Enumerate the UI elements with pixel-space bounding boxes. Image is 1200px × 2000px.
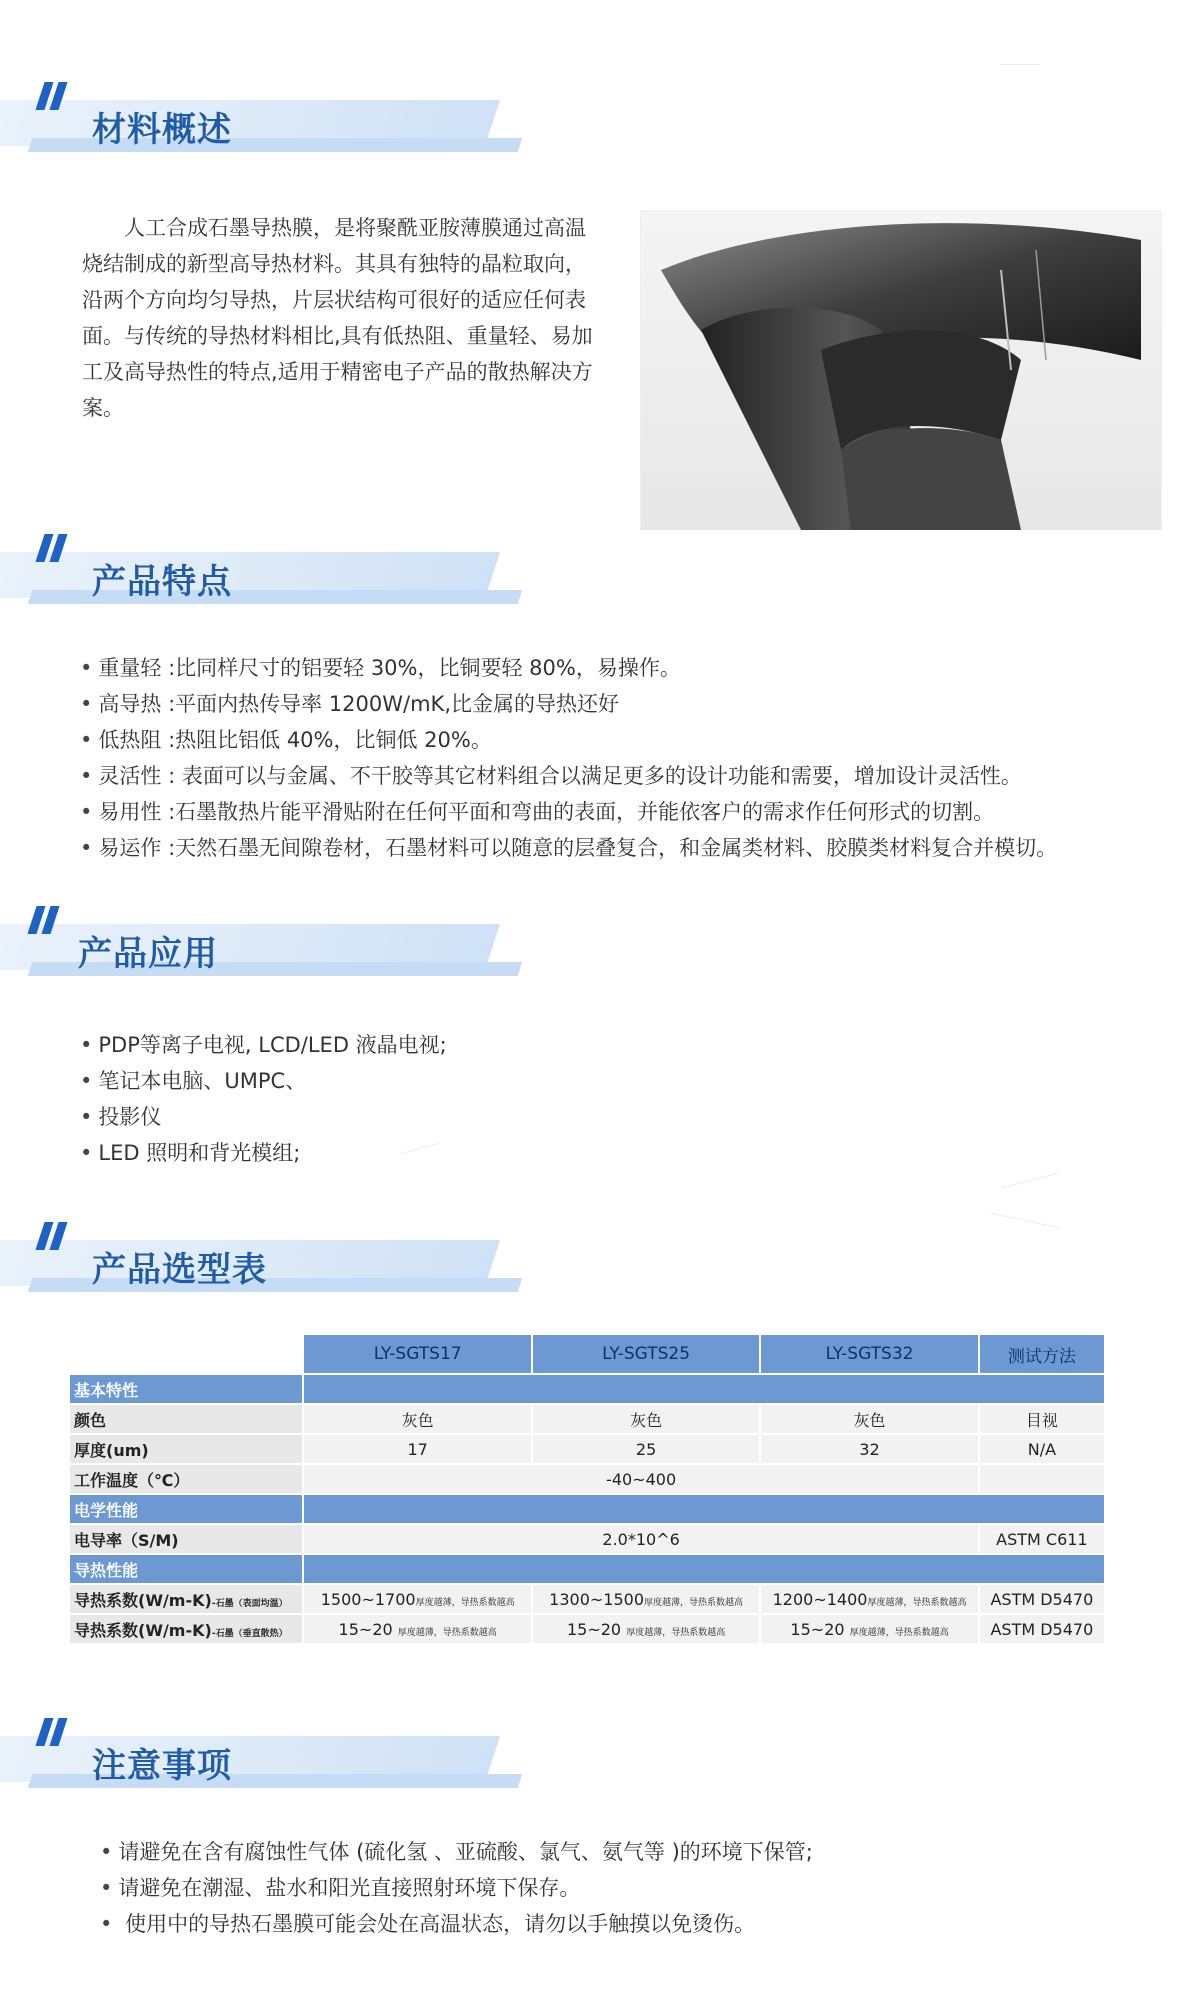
selection-table [68, 1333, 1106, 1645]
applications-list [80, 1027, 447, 1171]
list-item: • 高导热 :平面内热传导率 1200W/mK,比金属的导热还好 [80, 692, 620, 716]
cell-value: 1200~1400 [772, 1589, 868, 1609]
cell-note: 厚度越薄，导热系数越高 [626, 1627, 726, 1638]
section-title: 产品选型表 [92, 1250, 267, 1290]
decorative-line [1000, 64, 1040, 65]
column-header: LY-SGTS17 [304, 1335, 530, 1373]
list-item: • 请避免在含有腐蚀性气体 (硫化氢 、亚硫酸、氯气、氨气等 )的环境下保管; [100, 1840, 813, 1864]
slash-bars-icon [36, 1222, 76, 1254]
table-row [70, 1435, 1104, 1463]
overview-text: 人工合成石墨导热膜，是将聚酰亚胺薄膜通过高温烧结制成的新型高导热材料。其具有独特的晶粒取向，沿两个方向均匀导热，片层状结构可很好的适应任何表面。与传统的导热材料相比,具有低热阻、重量轻、易加工及高导热性的特点,适用于精密电子产品的散热解决方案。 [82, 216, 593, 420]
cell-value: 15~20 [790, 1619, 845, 1639]
row-label: 颜色 [70, 1405, 302, 1433]
slash-bars-icon [36, 534, 76, 566]
row-label: 厚度(um) [70, 1435, 302, 1463]
feature-text: 高导热 :平面内热传导率 1200W/mK,比金属的导热还好 [98, 692, 620, 716]
feature-text: 易用性 :石墨散热片能平滑贴附在任何平面和弯曲的表面，并能依客户的需求作任何形式的切割。 [98, 800, 995, 824]
cell: 目视 [980, 1405, 1104, 1433]
cell-note: 厚度越薄，导热系数越高 [867, 1597, 967, 1608]
category-label: 电学性能 [70, 1495, 302, 1523]
table-row [70, 1615, 1104, 1643]
list-item: • PDP等离子电视, LCD/LED 液晶电视; [80, 1033, 447, 1057]
application-text: 笔记本电脑、UMPC、 [98, 1069, 307, 1093]
table-row [70, 1525, 1104, 1553]
cell: 灰色 [761, 1405, 977, 1433]
application-text: 投影仪 [98, 1105, 162, 1129]
application-text: LED 照明和背光模组; [98, 1141, 301, 1165]
column-header: LY-SGTS25 [533, 1335, 759, 1373]
table-corner [70, 1335, 302, 1373]
list-item: • 投影仪 [80, 1105, 162, 1129]
note-text: 使用中的导热石墨膜可能会处在高温状态，请勿以手触摸以免烫伤。 [118, 1912, 756, 1936]
list-item: • 易运作 :天然石墨无间隙卷材，石墨材料可以随意的层叠复合，和金属类材料、胶膜类材料复合并模切。 [80, 836, 1058, 860]
slash-bars-icon [28, 906, 68, 938]
row-label: 工作温度（℃） [70, 1465, 302, 1493]
category-fill [304, 1375, 1104, 1403]
list-item: • 易用性 :石墨散热片能平滑贴附在任何平面和弯曲的表面，并能依客户的需求作任何形式的切割。 [80, 800, 995, 824]
cell: 2.0*10^6 [304, 1525, 977, 1553]
cell: 灰色 [304, 1405, 530, 1433]
cell: ASTM C611 [980, 1525, 1104, 1553]
section-header-overview [0, 82, 530, 172]
row-label-note: -石墨（垂直散热） [211, 1628, 288, 1639]
category-label: 基本特性 [70, 1375, 302, 1403]
cell [533, 1585, 759, 1613]
cell: ASTM D5470 [980, 1585, 1104, 1613]
graphite-film-photo [640, 210, 1162, 530]
feature-text: 低热阻 :热阻比铝低 40%，比铜低 20%。 [98, 728, 492, 752]
section-title: 产品特点 [92, 562, 232, 602]
cell [304, 1615, 530, 1643]
section-header-selection [0, 1222, 530, 1312]
category-fill [304, 1555, 1104, 1583]
feature-text: 重量轻 :比同样尺寸的铝要轻 30%，比铜要轻 80%，易操作。 [98, 656, 681, 680]
list-item: • 重量轻 :比同样尺寸的铝要轻 30%，比铜要轻 80%，易操作。 [80, 656, 681, 680]
cell-value: 15~20 [338, 1619, 393, 1639]
cell-note: 厚度越薄，导热系数越高 [415, 1597, 515, 1608]
cell-note: 厚度越薄，导热系数越高 [644, 1597, 744, 1608]
note-text: 请避免在含有腐蚀性气体 (硫化氢 、亚硫酸、氯气、氨气等 )的环境下保管; [118, 1840, 813, 1864]
list-item: • 请避免在潮湿、盐水和阳光直接照射环境下保存。 [100, 1876, 581, 1900]
table-row [70, 1495, 1104, 1523]
table-row [70, 1585, 1104, 1613]
decorative-line [1001, 1172, 1059, 1188]
section-title: 注意事项 [92, 1746, 232, 1786]
application-text: PDP等离子电视, LCD/LED 液晶电视; [98, 1033, 447, 1057]
cell-note: 厚度越薄，导热系数越高 [397, 1627, 497, 1638]
cell: 32 [761, 1435, 977, 1463]
row-label [70, 1615, 302, 1643]
cell-value: 15~20 [566, 1619, 622, 1639]
list-item: • 低热阻 :热阻比铝低 40%，比铜低 20%。 [80, 728, 492, 752]
notes-list [100, 1834, 813, 1942]
section-header-features [0, 534, 530, 624]
list-item: • 笔记本电脑、UMPC、 [80, 1069, 307, 1093]
cell [761, 1615, 977, 1643]
feature-text: 易运作 :天然石墨无间隙卷材，石墨材料可以随意的层叠复合，和金属类材料、胶膜类材料复合并模切。 [98, 836, 1058, 860]
row-label-note: -石墨（表面均温） [211, 1598, 288, 1609]
table-row [70, 1375, 1104, 1403]
category-fill [304, 1495, 1104, 1523]
cell: -40~400 [304, 1465, 977, 1493]
decorative-line [991, 1213, 1060, 1229]
row-label: 电导率（S/M) [70, 1525, 302, 1553]
overview-paragraph [82, 210, 602, 426]
cell: 灰色 [533, 1405, 759, 1433]
table-row [70, 1405, 1104, 1433]
cell [533, 1615, 759, 1643]
section-title: 产品应用 [78, 934, 218, 974]
slash-bars-icon [36, 1718, 76, 1750]
row-label [70, 1585, 302, 1613]
table-row [70, 1555, 1104, 1583]
cell-value: 1300~1500 [549, 1589, 645, 1609]
slash-bars-icon [36, 82, 76, 114]
row-label-text: 导热系数(W/m-K) [74, 1620, 212, 1640]
features-list [80, 650, 1057, 866]
row-label-text: 导热系数(W/m-K) [74, 1590, 212, 1610]
cell [980, 1465, 1104, 1493]
feature-text: 灵活性 : 表面可以与金属、不干胶等其它材料组合以满足更多的设计功能和需要，增加设计灵活性。 [98, 764, 1022, 788]
column-header: 测试方法 [980, 1335, 1104, 1373]
cell-value: 1500~1700 [320, 1589, 416, 1609]
cell: N/A [980, 1435, 1104, 1463]
column-header: LY-SGTS32 [761, 1335, 977, 1373]
cell: ASTM D5470 [980, 1615, 1104, 1643]
cell [761, 1585, 977, 1613]
note-text: 请避免在潮湿、盐水和阳光直接照射环境下保存。 [118, 1876, 581, 1900]
section-title: 材料概述 [92, 110, 232, 150]
category-label: 导热性能 [70, 1555, 302, 1583]
cell: 25 [533, 1435, 759, 1463]
list-item: • 灵活性 : 表面可以与金属、不干胶等其它材料组合以满足更多的设计功能和需要，增加设计灵活性。 [80, 764, 1022, 788]
list-item: • 使用中的导热石墨膜可能会处在高温状态，请勿以手触摸以免烫伤。 [100, 1912, 756, 1936]
list-item: • LED 照明和背光模组; [80, 1141, 301, 1165]
cell: 17 [304, 1435, 530, 1463]
cell [304, 1585, 530, 1613]
section-header-notes [0, 1718, 530, 1808]
table-header-row [70, 1335, 1104, 1373]
table-row [70, 1465, 1104, 1493]
graphite-roll-icon [641, 210, 1161, 530]
cell-note: 厚度越薄，导热系数越高 [849, 1627, 949, 1638]
section-header-applications [0, 906, 530, 996]
